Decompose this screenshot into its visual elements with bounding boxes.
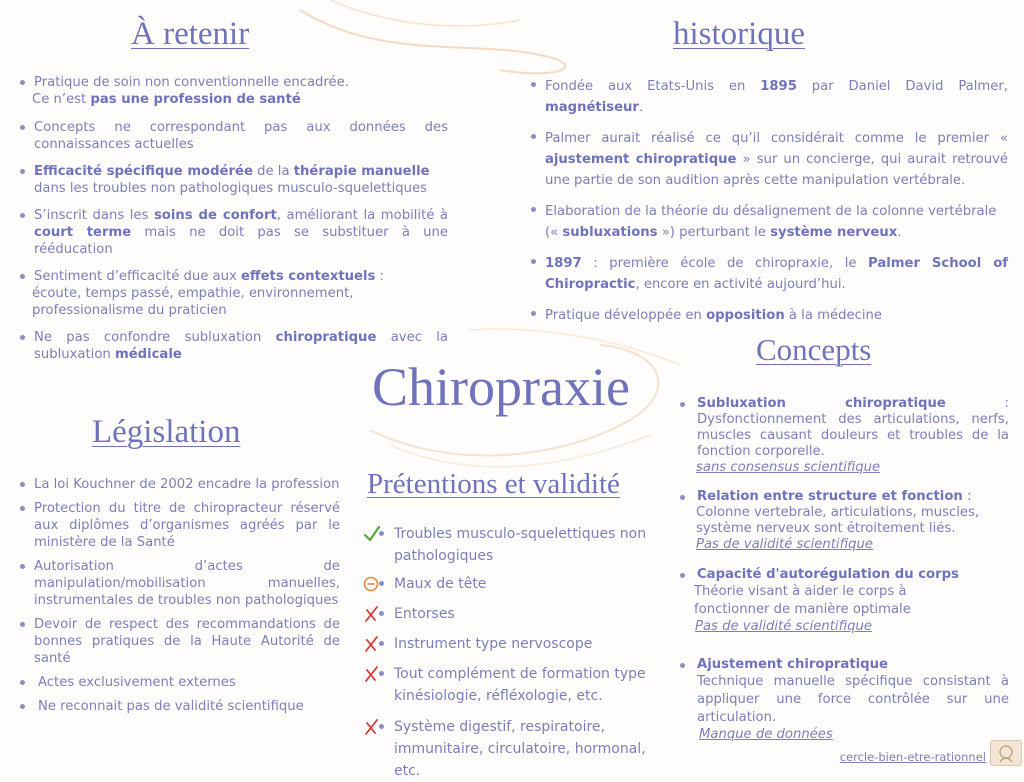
concept-item: Relation entre structure et fonction : Colonne vertebrale, articulations, muscles, système nerveux sont étroitement liés. Pas de validité scientifique: [680, 489, 1009, 553]
list-item: S’inscrit dans les soins de confort, améliorant la mobilité à court terme mais ne doit pas se substituer à une rééducation: [34, 208, 448, 257]
section-title-a-retenir: À retenir: [131, 16, 250, 52]
list-item: Ne reconnait pas de validité scientifique: [34, 698, 340, 715]
list-item: Actes exclusivement externes: [34, 674, 340, 691]
concept-item: Ajustement chiropratique Technique manuelle spécifique consistant à appliquer une force contrôlée sur une articulation. Manque de données: [680, 657, 1009, 743]
a-retenir-list: [17, 74, 448, 363]
section-title-legislation: Législation: [92, 414, 241, 450]
list-item: Concepts ne correspondant pas aux données des connaissances actuelles: [34, 120, 448, 152]
list-item: Devoir de respect des recommandations de bonnes pratiques de la Haute Autorité de santé: [34, 617, 340, 666]
claim-item: Entorses: [363, 603, 663, 625]
list-item: Ne pas confondre subluxation chiropratique avec la subluxation médicale: [34, 330, 448, 362]
list-item: Palmer aurait réalisé ce qu’il considérait comme le premier « ajustement chiropratique » sur un concierge, qui aurait retrouvé une partie de son audition après cette manipulation vertébrale.: [545, 128, 1008, 191]
historique-list: [528, 76, 1008, 326]
list-item: Elaboration de la théorie du désalignement de la colonne vertébrale (« subluxations ») perturbant le système nerveux.: [545, 201, 1008, 243]
section-title-pretentions: Prétentions et validité: [367, 468, 620, 500]
claim-item: Tout complément de formation type kinésiologie, réfléxologie, etc.: [363, 663, 663, 707]
list-item: La loi Kouchner de 2002 encadre la profession: [34, 477, 340, 492]
page-title: Chiropraxie: [372, 357, 630, 417]
list-item: Pratique de soin non conventionnelle encadrée. Ce n’est pas une profession de santé: [34, 74, 448, 108]
list-item: Sentiment d’efficacité due aux effets contextuels : écoute, temps passé, empathie, environnement, professionalisme du praticien: [34, 268, 448, 319]
section-title-historique: historique: [673, 16, 805, 52]
list-item: Protection du titre de chiropracteur réservé aux diplômes d’organismes agréés par le ministère de la Santé: [34, 501, 340, 550]
footer-link[interactable]: cercle-bien-etre-rationnel: [839, 750, 986, 764]
claim-item: Troubles musculo-squelettiques non pathologiques: [363, 523, 663, 567]
list-item: 1897 : première école de chiropraxie, le Palmer School of Chiropractic, encore en activité aujourd’hui.: [545, 253, 1008, 295]
section-title-concepts: Concepts: [756, 332, 872, 367]
list-item: Fondée aux Etats-Unis en 1895 par Daniel David Palmer, magnétiseur.: [545, 76, 1008, 118]
claim-item: Maux de tête: [363, 573, 663, 595]
list-item: Pratique développée en opposition à la médecine: [545, 305, 1008, 326]
concept-item: Capacité d'autorégulation du corps Théorie visant à aider le corps à fonctionner de manière optimale Pas de validité scientifique: [680, 567, 1009, 635]
concept-item: Subluxation chiropratique : Dysfonctionnement des articulations, nerfs, muscles causant douleurs et troubles de la fonction corporelle. sans consensus scientifique: [680, 396, 1009, 476]
list-item: Efficacité spécifique modérée de la thérapie manuelle dans les troubles non pathologiques musculo-squelettiques: [34, 163, 448, 197]
claim-item: Instrument type nervoscope: [363, 633, 663, 655]
list-item: Autorisation d’actes de manipulation/mobilisation manuelles, instrumentales de troubles non pathologiques: [34, 559, 340, 608]
claim-item: Système digestif, respiratoire, immunitaire, circulatoire, hormonal, etc.: [363, 716, 663, 760]
legislation-list: [17, 476, 340, 715]
logo-icon: [990, 740, 1022, 766]
